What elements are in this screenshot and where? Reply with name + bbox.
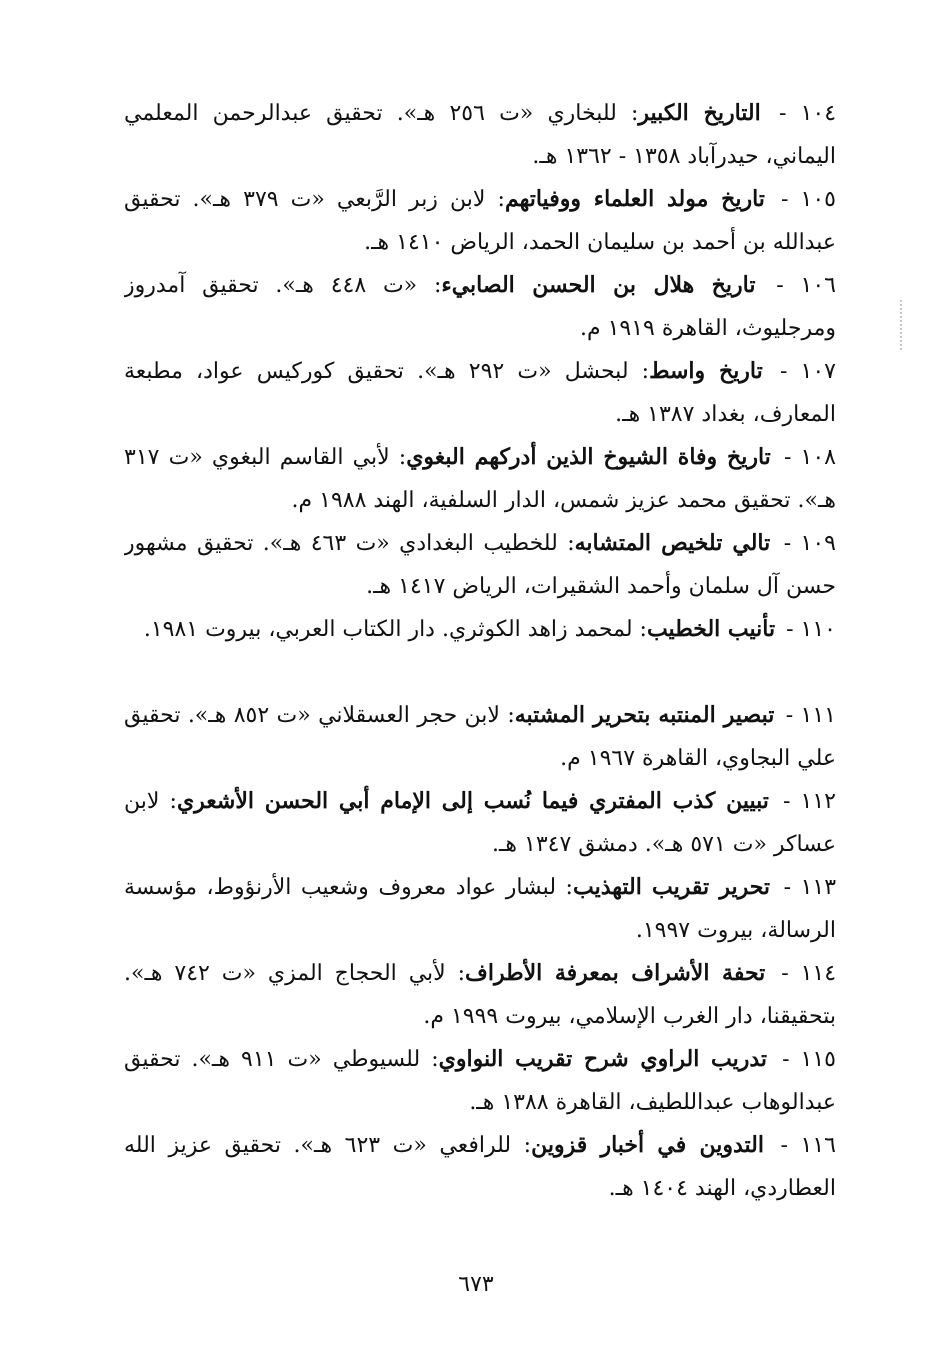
entry-title: تحفة الأشراف بمعرفة الأطراف [465, 960, 766, 986]
entry-title: تبصير المنتبه بتحرير المشتبه [514, 702, 775, 728]
entry-number: ١٠٨ - [783, 445, 836, 470]
entry-number: ١١١ - [785, 703, 836, 728]
bibliography-entry [124, 952, 836, 1038]
entry-title: تدريب الراوي شرح تقريب النواوي [438, 1046, 768, 1072]
entry-number: ١٠٦ - [776, 273, 836, 298]
entry-title: التاريخ الكبير [638, 100, 761, 126]
entry-title: تاريخ واسط [649, 358, 763, 384]
entry-details: : لأبي القاسم البغوي «ت ٣١٧ هـ». تحقيق محمد عزيز شمس، الدار السلفية، الهند ١٩٨٨ م. [124, 445, 836, 513]
entry-title: تالي تلخيص المتشابه [574, 530, 771, 556]
entry-title: تاريخ وفاة الشيوخ الذين أدركهم البغوي [406, 444, 771, 470]
entry-title: التدوين في أخبار قزوين [531, 1132, 764, 1158]
entry-number: ١١٣ - [783, 875, 836, 900]
entry-details: : للسيوطي «ت ٩١١ هـ». تحقيق عبدالوهاب عبداللطيف، القاهرة ١٣٨٨ هـ. [124, 1047, 836, 1115]
scan-margin-mark [900, 300, 908, 350]
entry-number: ١٠٩ - [783, 531, 836, 556]
bibliography-entry [124, 1124, 836, 1210]
entry-details: : لابن حجر العسقلاني «ت ٨٥٢ هـ». تحقيق علي البجاوي، القاهرة ١٩٦٧ م. [124, 703, 836, 771]
bibliography-entry [124, 178, 836, 264]
bibliography-entry [124, 350, 836, 436]
entry-details: : لبحشل «ت ٢٩٢ هـ». تحقيق كوركيس عواد، مطبعة المعارف، بغداد ١٣٨٧ هـ. [124, 359, 836, 427]
entry-details: : «ت ٤٤٨ هـ». تحقيق آمدروز ومرجليوث، القاهرة ١٩١٩ م. [124, 273, 836, 341]
bibliography-entry [124, 608, 836, 694]
entry-title: تاريخ هلال بن الحسن الصابيء [441, 272, 756, 298]
bibliography-entry [124, 264, 836, 350]
bibliography-list [124, 92, 836, 1210]
entry-number: ١٠٥ - [780, 187, 836, 212]
entry-title: تبيين كذب المفتري فيما نُسب إلى الإمام أبي الحسن الأشعري [176, 788, 769, 814]
entry-title: تاريخ مولد العلماء ووفياتهم [504, 186, 765, 212]
bibliography-entry [124, 1038, 836, 1124]
entry-details: : للرافعي «ت ٦٢٣ هـ». تحقيق عزيز الله العطاردي، الهند ١٤٠٤ هـ. [124, 1133, 836, 1201]
bibliography-entry [124, 522, 836, 608]
entry-details: : لابن عساكر «ت ٥٧١ هـ». دمشق ١٣٤٧ هـ. [124, 789, 836, 857]
entry-details: : للبخاري «ت ٢٥٦ هـ». تحقيق عبدالرحمن المعلمي اليماني، حيدرآباد ١٣٥٨ - ١٣٦٢ هـ. [124, 101, 836, 169]
entry-title: تحرير تقريب التهذيب [572, 874, 771, 900]
entry-number: ١١٠ - [786, 617, 836, 642]
entry-number: ١٠٤ - [778, 101, 836, 126]
bibliography-entry [124, 780, 836, 866]
bibliography-entry [124, 92, 836, 178]
entry-details: : لابن زبر الرَّبعي «ت ٣٧٩ هـ». تحقيق عبدالله بن أحمد بن سليمان الحمد، الرياض ١٤١٠ هـ. [124, 187, 836, 255]
entry-number: ١١٢ - [783, 789, 836, 814]
entry-number: ١١٦ - [780, 1133, 836, 1158]
entry-number: ١٠٧ - [779, 359, 836, 384]
bibliography-entry [124, 866, 836, 952]
entry-number: ١١٤ - [781, 961, 836, 986]
page-number: ٦٧٣ [458, 1272, 494, 1297]
entry-number: ١١٥ - [782, 1047, 836, 1072]
entry-details: : لأبي الحجاج المزي «ت ٧٤٢ هـ». بتحقيقنا، دار الغرب الإسلامي، بيروت ١٩٩٩ م. [124, 961, 836, 1029]
entry-title: تأنيب الخطيب [646, 616, 776, 642]
entry-details: : للخطيب البغدادي «ت ٤٦٣ هـ». تحقيق مشهور حسن آل سلمان وأحمد الشقيرات، الرياض ١٤١٧ هـ. [124, 531, 836, 599]
bibliography-entry [124, 694, 836, 780]
entry-details: : لبشار عواد معروف وشعيب الأرنؤوط، مؤسسة الرسالة، بيروت ١٩٩٧. [124, 875, 836, 943]
bibliography-entry [124, 436, 836, 522]
entry-details: : لمحمد زاهد الكوثري. دار الكتاب العربي، بيروت ١٩٨١. [143, 617, 647, 642]
